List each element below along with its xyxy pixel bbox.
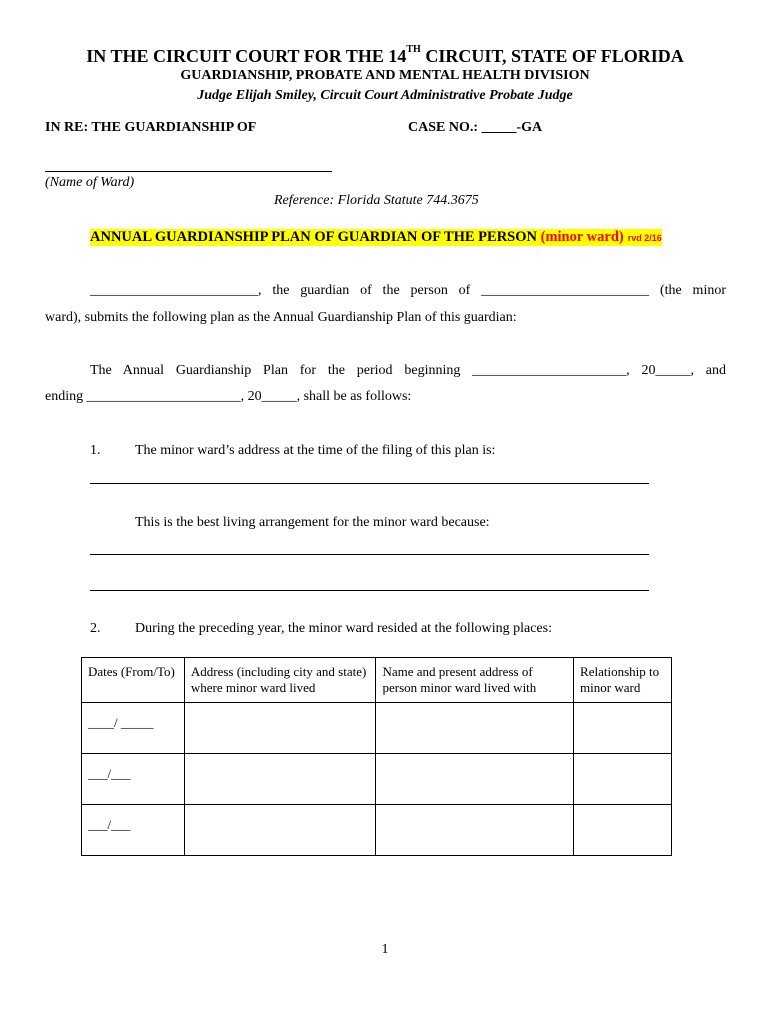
judge-line: Judge Elijah Smiley, Circuit Court Administrative Probate Judge — [197, 88, 573, 103]
paragraph-2-line-1: The Annual Guardianship Plan for the period beginning ______________________, 20_____, and — [90, 363, 726, 378]
person-cell[interactable] — [376, 805, 574, 856]
reason-line-2 — [90, 590, 649, 591]
address-cell[interactable] — [184, 754, 376, 805]
table-row — [82, 703, 672, 754]
page-number: 1 — [381, 942, 389, 957]
item-1-number: 1. — [90, 443, 101, 458]
minor-ward-label: (minor ward) — [540, 229, 624, 245]
header-name-address: Name and present address of person minor ward lived with — [376, 658, 574, 703]
address-cell[interactable] — [184, 703, 376, 754]
dates-cell[interactable]: ___/___ — [82, 754, 185, 805]
dates-cell[interactable]: ___/___ — [82, 805, 185, 856]
name-of-ward-label: (Name of Ward) — [45, 175, 135, 190]
relationship-cell[interactable] — [574, 703, 672, 754]
item-2-number: 2. — [90, 621, 101, 636]
address-cell[interactable] — [184, 805, 376, 856]
person-cell[interactable] — [376, 703, 574, 754]
revision-note: rvd 2/16 — [627, 233, 662, 243]
in-re-label: IN RE: THE GUARDIANSHIP OF — [45, 120, 257, 135]
residence-table — [81, 657, 672, 856]
paragraph-1-line-1: ________________________, the guardian of the person of ________________________ (the minor — [90, 283, 726, 298]
relationship-cell[interactable] — [574, 754, 672, 805]
item-1-text: The minor ward’s address at the time of the filing of this plan is: — [135, 443, 496, 458]
case-number: CASE NO.: _____-GA — [408, 120, 543, 135]
item-2-text: During the preceding year, the minor ward resided at the following places: — [135, 621, 552, 636]
ward-name-line — [45, 171, 332, 172]
paragraph-2-line-2: ending ______________________, 20_____, shall be as follows: — [45, 389, 412, 404]
reason-line-1 — [90, 554, 649, 555]
division-title: GUARDIANSHIP, PROBATE AND MENTAL HEALTH DIVISION — [180, 68, 590, 83]
header-address: Address (including city and state) where minor ward lived — [184, 658, 376, 703]
dates-cell[interactable]: ____/ _____ — [82, 703, 185, 754]
relationship-cell[interactable] — [574, 805, 672, 856]
person-cell[interactable] — [376, 754, 574, 805]
best-living-text: This is the best living arrangement for the minor ward because: — [135, 515, 490, 530]
statute-reference: Reference: Florida Statute 744.3675 — [274, 193, 479, 208]
header-relationship: Relationship to minor ward — [574, 658, 672, 703]
paragraph-1-line-2: ward), submits the following plan as the Annual Guardianship Plan of this guardian: — [45, 310, 517, 325]
table-header-row — [82, 658, 672, 703]
header-dates: Dates (From/To) — [82, 658, 185, 703]
table-row — [82, 805, 672, 856]
plan-title: ANNUAL GUARDIANSHIP PLAN OF GUARDIAN OF THE PERSON (minor ward) rvd 2/16 — [90, 229, 662, 245]
address-line — [90, 483, 649, 484]
table-row — [82, 754, 672, 805]
court-title: IN THE CIRCUIT COURT FOR THE 14TH CIRCUIT, STATE OF FLORIDA — [86, 44, 684, 66]
